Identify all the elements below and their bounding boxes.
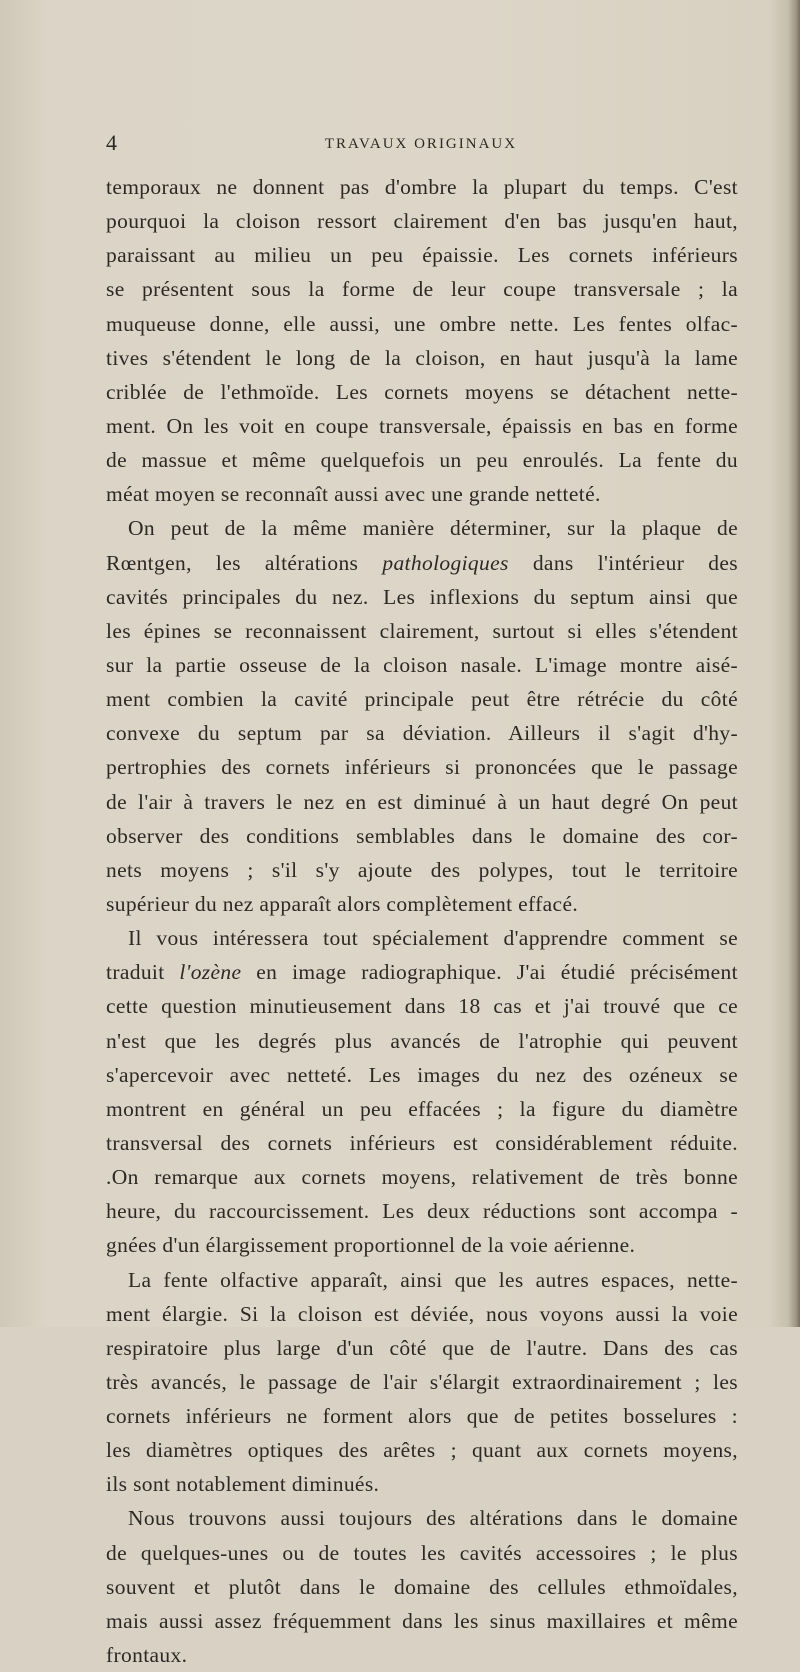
page-number: 4	[106, 130, 117, 155]
text-line: convexe du septum par sa déviation. Ailleurs il s'agit d'hy-	[106, 721, 738, 746]
body-text	[106, 170, 738, 1672]
text-line: gnées d'un élargissement proportionnel de la voie aérienne.	[106, 1233, 636, 1258]
text-line: transversal des cornets inférieurs est considérablement réduite.	[106, 1130, 738, 1155]
page-header	[106, 130, 736, 156]
page-edge-shadow	[788, 0, 800, 1327]
text-line: ment élargie. Si la cloison est déviée, nous voyons aussi la voie	[106, 1301, 738, 1326]
text-line: pertrophies des cornets inférieurs si prononcées que le passage	[106, 755, 738, 780]
text-line: mais aussi assez fréquemment dans les sinus maxillaires et même	[106, 1608, 738, 1633]
text-line: On peut de la même manière déterminer, sur la plaque de	[128, 516, 738, 541]
text-line: Il vous intéressera tout spécialement d'apprendre comment se	[128, 926, 738, 951]
text-line: temporaux ne donnent pas d'ombre la plupart du temps. C'est	[106, 175, 738, 199]
text-line: souvent et plutôt dans le domaine des cellules ethmoïdales,	[106, 1574, 738, 1599]
text-segment: dans l'intérieur des	[532, 550, 739, 575]
text-line: ment. On les voit en coupe transversale, épaissis en bas en forme	[106, 413, 738, 438]
text-segment: Rœntgen, les altérations	[106, 550, 359, 575]
text-line: s'apercevoir avec netteté. Les images du nez des ozéneux se	[106, 1062, 738, 1087]
text-segment: en image radiographique. J'ai étudié précisément	[256, 960, 738, 985]
text-line-with-italic	[106, 955, 738, 989]
text-line: heure, du raccourcissement. Les deux réductions sont accompa -	[106, 1199, 738, 1224]
text-line: ils sont notablement diminués.	[106, 1472, 380, 1497]
italic-term: l'ozène	[179, 960, 242, 985]
text-line: se présentent sous la forme de leur coupe transversale ; la	[106, 277, 738, 302]
text-line: très avancés, le passage de l'air s'élargit extraordinairement ; les	[106, 1369, 738, 1394]
text-line: de l'air à travers le nez en est diminué à un haut degré On peut	[106, 789, 738, 814]
text-line: les diamètres optiques des arêtes ; quant aux cornets moyens,	[106, 1438, 738, 1463]
text-line: .On remarque aux cornets moyens, relativement de très bonne	[106, 1165, 738, 1190]
text-line: paraissant au milieu un peu épaissie. Les cornets inférieurs	[106, 243, 738, 268]
italic-term: pathologiques	[382, 550, 509, 575]
text-line: muqueuse donne, elle aussi, une ombre nette. Les fentes olfac-	[106, 311, 738, 336]
text-line: ment combien la cavité principale peut être rétrécie du côté	[106, 687, 738, 712]
text-line: frontaux.	[106, 1643, 188, 1668]
text-line-with-italic	[106, 546, 738, 580]
text-line: n'est que les degrés plus avancés de l'atrophie qui peuvent	[106, 1028, 738, 1053]
text-line: Nous trouvons aussi toujours des altérations dans le domaine	[128, 1506, 738, 1531]
text-line: cette question minutieusement dans 18 cas et j'ai trouvé que ce	[106, 994, 738, 1019]
text-line: cavités principales du nez. Les inflexions du septum ainsi que	[106, 584, 738, 609]
text-line: La fente olfactive apparaît, ainsi que les autres espaces, nette-	[128, 1267, 738, 1292]
text-line: les épines se reconnaissent clairement, surtout si elles s'étendent	[106, 618, 738, 643]
text-line: criblée de l'ethmoïde. Les cornets moyens se détachent nette-	[106, 379, 738, 404]
running-title: TRAVAUX ORIGINAUX	[324, 136, 518, 152]
text-line: nets moyens ; s'il s'y ajoute des polypes, tout le territoire	[106, 857, 738, 882]
text-line: montrent en général un peu effacées ; la figure du diamètre	[106, 1096, 738, 1121]
text-line: pourquoi la cloison ressort clairement d'en bas jusqu'en haut,	[106, 209, 738, 234]
text-line: respiratoire plus large d'un côté que de l'autre. Dans des cas	[106, 1335, 738, 1360]
text-segment: traduit	[106, 960, 165, 985]
text-line: de quelques-unes ou de toutes les cavités accessoires ; le plus	[106, 1540, 738, 1565]
text-line: sur la partie osseuse de la cloison nasale. L'image montre aisé-	[106, 652, 738, 677]
text-line: tives s'étendent le long de la cloison, en haut jusqu'à la lame	[106, 345, 738, 370]
text-line: méat moyen se reconnaît aussi avec une grande netteté.	[106, 482, 601, 507]
text-line: cornets inférieurs ne forment alors que de petites bosselures :	[106, 1404, 738, 1429]
text-line: observer des conditions semblables dans le domaine des cor-	[106, 823, 738, 848]
text-line: supérieur du nez apparaît alors complètement effacé.	[106, 891, 579, 916]
text-line: de massue et même quelquefois un peu enroulés. La fente du	[106, 448, 738, 473]
